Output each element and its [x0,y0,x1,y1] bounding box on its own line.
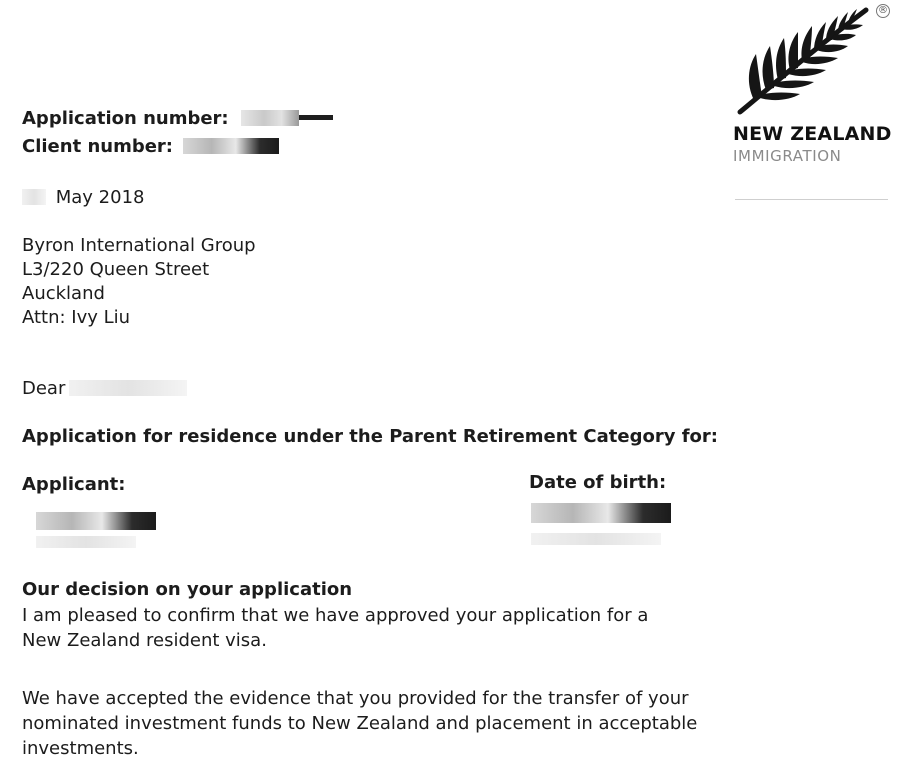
dob-redacted-2 [531,533,661,545]
evidence-paragraph [22,686,697,761]
application-number-label: Application number: [22,108,229,129]
subject-heading: Application for residence under the Parent Retirement Category for: [22,426,718,447]
client-number [22,136,279,157]
evidence-line: investments. [22,738,139,759]
decision-paragraph [22,603,648,653]
decision-line: New Zealand resident visa. [22,630,267,651]
logo-divider [735,199,888,200]
applicant-name-redacted-2 [36,536,136,548]
evidence-line: nominated investment funds to New Zealand and placement in acceptable [22,713,698,734]
dob-label: Date of birth: [529,472,667,493]
recipient-line: Auckland [22,283,105,304]
application-number-redacted-end [299,115,333,120]
date-day-redacted [22,189,46,205]
letter-date [22,187,144,208]
logo-agency: IMMIGRATION [733,147,842,165]
recipient-line: L3/220 Queen Street [22,259,210,280]
client-number-label: Client number: [22,136,173,157]
recipient-line: Attn: Ivy Liu [22,307,131,328]
salutation-name-redacted [69,380,187,396]
recipient-line: Byron International Group [22,235,256,256]
dob-redacted [531,503,671,523]
application-number [22,108,333,129]
logo-country: NEW ZEALAND [733,123,892,145]
client-number-redacted [183,138,279,154]
applicant-name-redacted [36,512,156,530]
decision-heading: Our decision on your application [22,579,353,600]
logo [730,4,895,174]
salutation [22,378,187,399]
silver-fern-icon [734,4,874,116]
date-month-year: May 2018 [55,187,145,208]
salutation-text: Dear [22,378,66,399]
application-number-redacted [241,110,299,126]
recipient-address [22,234,256,330]
registered-mark: ® [878,5,888,16]
applicant-label: Applicant: [22,474,126,495]
decision-line: I am pleased to confirm that we have approved your application for a [22,605,649,626]
evidence-line: We have accepted the evidence that you provided for the transfer of your [22,688,689,709]
